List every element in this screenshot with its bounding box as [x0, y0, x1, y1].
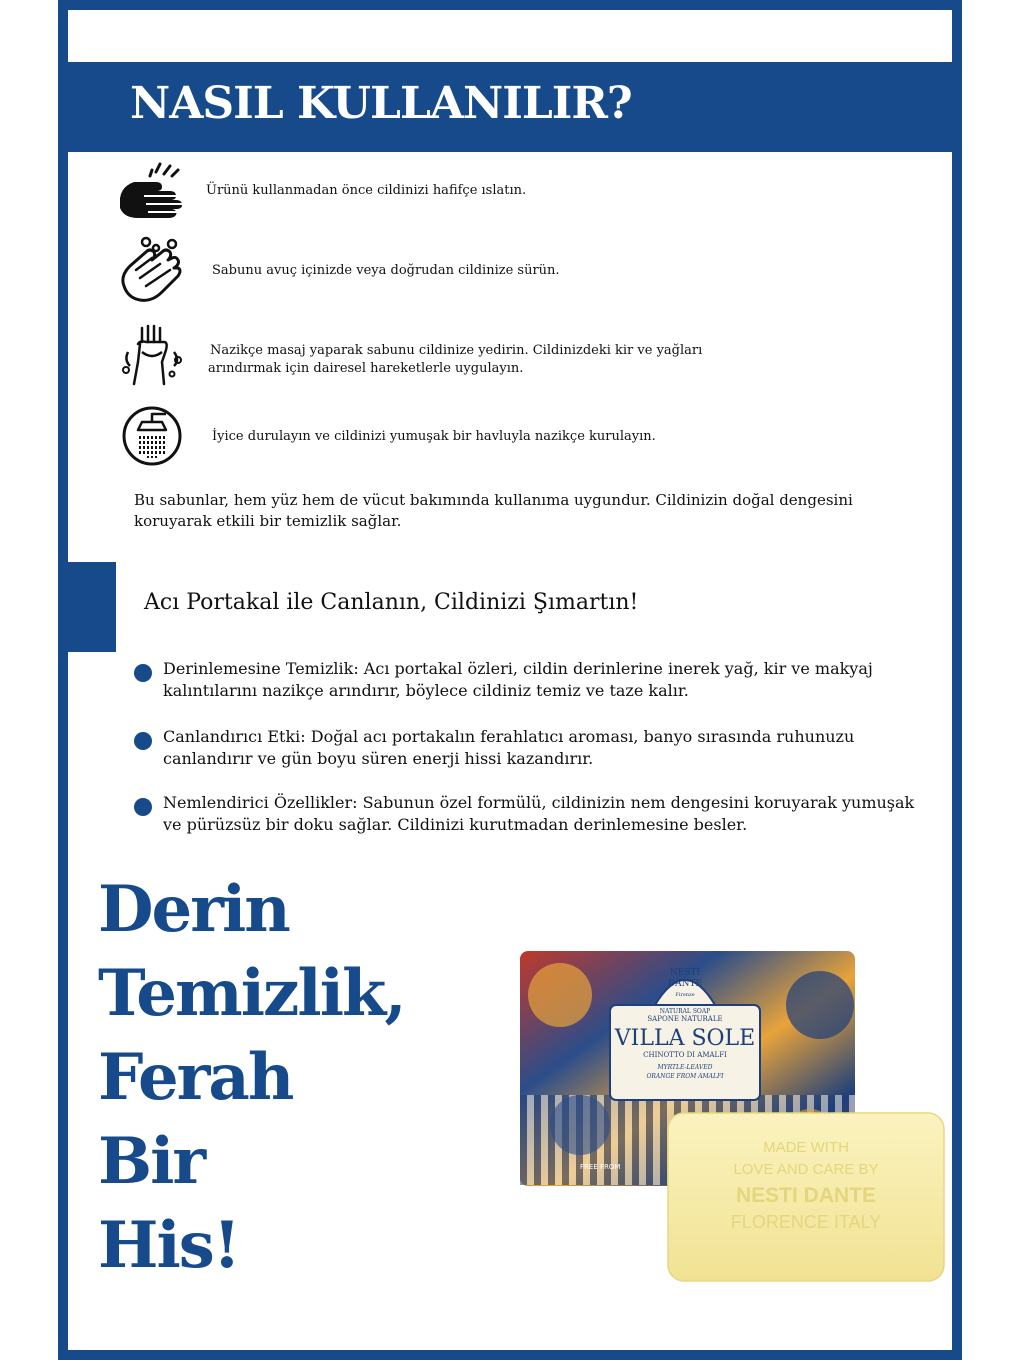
- slogan-line: Bir: [98, 1124, 205, 1199]
- step-apply-soap: [116, 236, 916, 306]
- benefit-text: Nemlendirici Özellikler: Sabunun özel formülü, cildinizin nem dengesini koruyarak yumuşak ve pürüzsüz bir doku sağlar. Cildinizi kurutmadan derinlemesine besler.: [163, 793, 915, 834]
- step-massage: [116, 322, 916, 392]
- product-image: [520, 945, 950, 1290]
- bullet-dot-icon: [134, 798, 152, 816]
- shower-icon: [116, 404, 188, 474]
- slogan-line: Ferah: [98, 1040, 293, 1115]
- box-desc: MYRTLE-LEAVED: [657, 1064, 713, 1071]
- step-text-line2: arındırmak için dairesel hareketlerle uygulayın.: [208, 361, 524, 376]
- slogan-line: Derin: [98, 872, 289, 947]
- box-brand: NESTI: [669, 968, 701, 978]
- frame-border-left: [58, 0, 68, 1360]
- frame-border-bottom: [58, 1350, 962, 1360]
- frame-border-right: [952, 0, 962, 1360]
- slogan-line: His!: [98, 1208, 239, 1283]
- benefit-text: Derinlemesine Temizlik: Acı portakal özleri, cildin derinlerine inerek yağ, kir ve makyaj kalıntılarını nazikçe arındırır, böylece cildiniz temiz ve taze kalır.: [163, 659, 873, 700]
- box-sub: Firenze: [675, 992, 695, 998]
- section-heading: Acı Portakal ile Canlanın, Cildinizi Şımartın!: [144, 590, 639, 615]
- step-text: Ürünü kullanmadan önce cildinizi hafifçe ıslatın.: [206, 183, 527, 198]
- box-name: VILLA SOLE: [614, 1026, 756, 1051]
- bar-text: NESTI DANTE: [735, 1184, 877, 1207]
- step-text: Sabunu avuç içinizde veya doğrudan cildinize sürün.: [212, 263, 560, 278]
- box-desc: ORANGE FROM AMALFI: [646, 1073, 724, 1080]
- step-wet-skin: [116, 158, 916, 228]
- box-type: NATURAL SOAP: [659, 1008, 711, 1015]
- bullet-dot-icon: [134, 732, 152, 750]
- bar-text: MADE WITH: [763, 1139, 849, 1156]
- lathering-hands-icon: [116, 236, 188, 306]
- frame-border-top: [58, 0, 962, 10]
- box-variant: CHINOTTO DI AMALFI: [643, 1051, 727, 1059]
- box-bottom: FREE FROM: [580, 1163, 621, 1171]
- step-text: İyice durulayın ve cildinizi yumuşak bir havluyla nazikçe kurulayın.: [212, 429, 656, 444]
- slogan-line: Temizlik,: [98, 956, 405, 1031]
- slogan: [98, 868, 405, 1288]
- usage-note: Bu sabunlar, hem yüz hem de vücut bakımında kullanıma uygundur. Cildinizin doğal dengesini koruyarak etkili bir temizlik sağlar.: [134, 491, 853, 530]
- soap-bar: [668, 1113, 944, 1281]
- benefit-text: Canlandırıcı Etki: Doğal acı portakalın ferahlatıcı aroması, banyo sırasında ruhunuzu canlandırır ve gün boyu süren enerji hissi kazandırır.: [163, 727, 855, 768]
- bar-text: LOVE AND CARE BY: [733, 1161, 879, 1178]
- page-title: NASIL KULLANILIR?: [130, 78, 632, 129]
- box-brand: DANTE: [667, 979, 703, 989]
- step-text-line1: Nazikçe masaj yaparak sabunu cildinize yedirin. Cildinizdeki kir ve yağları: [210, 343, 703, 358]
- box-type: SAPONE NATURALE: [647, 1015, 723, 1023]
- wet-hands-icon: [116, 158, 188, 228]
- section-accent: [58, 562, 116, 652]
- step-rinse: [116, 404, 916, 474]
- massage-hands-icon: [116, 322, 188, 392]
- bullet-dot-icon: [134, 664, 152, 682]
- bar-text: FLORENCE ITALY: [730, 1212, 882, 1232]
